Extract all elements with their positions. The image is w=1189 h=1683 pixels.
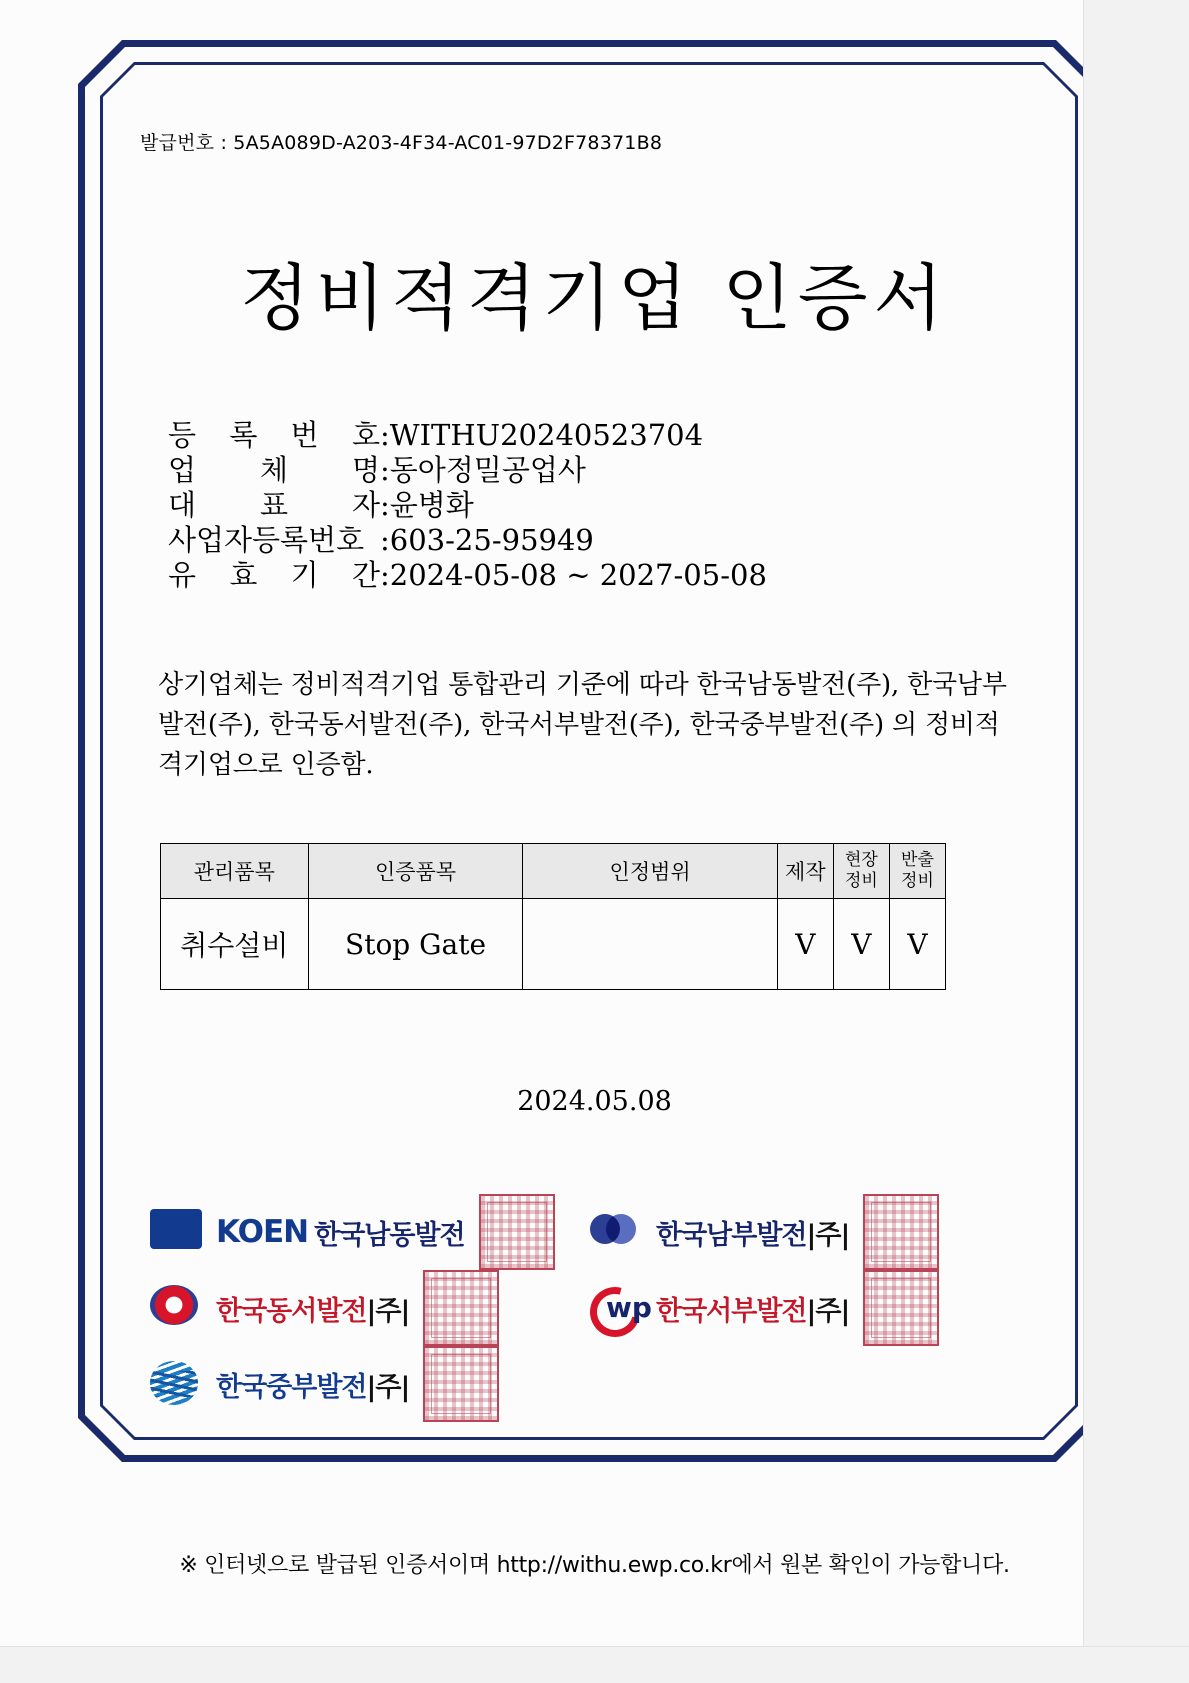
field-validity-period (168, 558, 767, 593)
komipo-seal-stamp (423, 1346, 499, 1422)
wp-suffix: |주| (806, 1295, 850, 1327)
komipo-suffix: |주| (366, 1371, 410, 1403)
wp-company-name: 한국서부발전 (656, 1295, 807, 1327)
koen-wordmark: KOEN (216, 1214, 309, 1250)
page-title: 정비적격기업 인증서 (240, 256, 949, 340)
field-value-company-name: :동아정밀공업사 (380, 453, 586, 487)
field-label-registration-number: 등 록 번 호 (168, 418, 380, 452)
field-value-validity-period: :2024-05-08 ~ 2027-05-08 (380, 558, 767, 592)
certification-scope-table (160, 843, 946, 990)
page-right-edge (1083, 0, 1189, 1682)
ewp-suffix: |주| (366, 1295, 410, 1327)
ewp-seal-stamp (423, 1270, 499, 1346)
field-value-representative: :윤병화 (380, 488, 474, 522)
issuer-logos (150, 1198, 1050, 1418)
th-onsite-maintenance-line2: 정비 (844, 871, 878, 891)
field-value-business-number: :603-25-95949 (380, 523, 594, 557)
cell-offsite-maintenance: V (889, 899, 945, 990)
kospo-company-name: 한국남부발전 (656, 1219, 807, 1251)
field-label-company-name: 업 체 명 (168, 453, 380, 487)
koen-company-name: 한국남동발전 (314, 1219, 465, 1251)
field-registration-number (168, 418, 767, 453)
field-company-name (168, 453, 767, 488)
th-onsite-maintenance (833, 844, 889, 899)
th-onsite-maintenance-line1: 현장 (844, 850, 878, 870)
logo-row-3 (150, 1350, 1050, 1418)
komipo-company-name: 한국중부발전 (216, 1371, 367, 1403)
issue-date: 2024.05.08 (517, 1086, 672, 1117)
ewp-logo-icon (150, 1285, 208, 1331)
field-value-registration-number: :WITHU20240523704 (380, 418, 704, 452)
kospo-seal-stamp (863, 1194, 939, 1270)
logo-koen (150, 1198, 580, 1266)
kospo-logo-icon (590, 1209, 648, 1255)
page-bottom-edge (0, 1646, 1189, 1683)
th-manufacture: 제작 (777, 844, 833, 899)
logo-row-1 (150, 1198, 1050, 1266)
cell-onsite-maintenance: V (833, 899, 889, 990)
komipo-logo-icon (150, 1361, 208, 1407)
koen-logo-icon (150, 1209, 208, 1255)
cell-manufacture: V (777, 899, 833, 990)
wp-seal-stamp (863, 1270, 939, 1346)
field-label-validity-period: 유 효 기 간 (168, 558, 380, 592)
kospo-suffix: |주| (806, 1219, 850, 1251)
th-offsite-maintenance-line2: 정비 (901, 871, 934, 891)
issue-number: 발급번호 : 5A5A089D-A203-4F34-AC01-97D2F78371B8 (140, 132, 663, 154)
th-certified-item: 인증품목 (308, 844, 523, 899)
koen-seal-stamp (479, 1194, 555, 1270)
cell-certified-item: Stop Gate (308, 899, 523, 990)
field-business-number (168, 523, 767, 558)
certification-statement: 상기업체는 정비적격기업 통합관리 기준에 따라 한국남동발전(주), 한국남부발전(주), 한국동서발전(주), 한국서부발전(주), 한국중부발전(주) 의 정비적격기업으로 인증함. (158, 670, 1007, 780)
logo-ewp (150, 1274, 580, 1342)
logo-komipo (150, 1350, 580, 1418)
logo-kospo (590, 1198, 1020, 1266)
table-row (161, 899, 946, 990)
th-scope: 인정범위 (523, 844, 777, 899)
wp-logo-icon: wp (590, 1285, 648, 1331)
table-header-row (161, 844, 946, 899)
th-offsite-maintenance (889, 844, 945, 899)
field-label-business-number: 사업자등록번호 (168, 523, 365, 557)
logo-row-2 (150, 1274, 1050, 1342)
ewp-company-name: 한국동서발전 (216, 1295, 367, 1327)
footer-note: ※ 인터넷으로 발급된 인증서이며 http://withu.ewp.co.kr에서 원본 확인이 가능합니다. (179, 1553, 1010, 1578)
cell-scope (523, 899, 777, 990)
cell-managed-item: 취수설비 (161, 899, 309, 990)
field-label-representative: 대 표 자 (168, 488, 380, 522)
certificate-fields (168, 418, 767, 593)
th-managed-item: 관리품목 (161, 844, 309, 899)
th-offsite-maintenance-line1: 반출 (901, 850, 934, 870)
logo-wp (590, 1274, 1020, 1342)
field-representative (168, 488, 767, 523)
